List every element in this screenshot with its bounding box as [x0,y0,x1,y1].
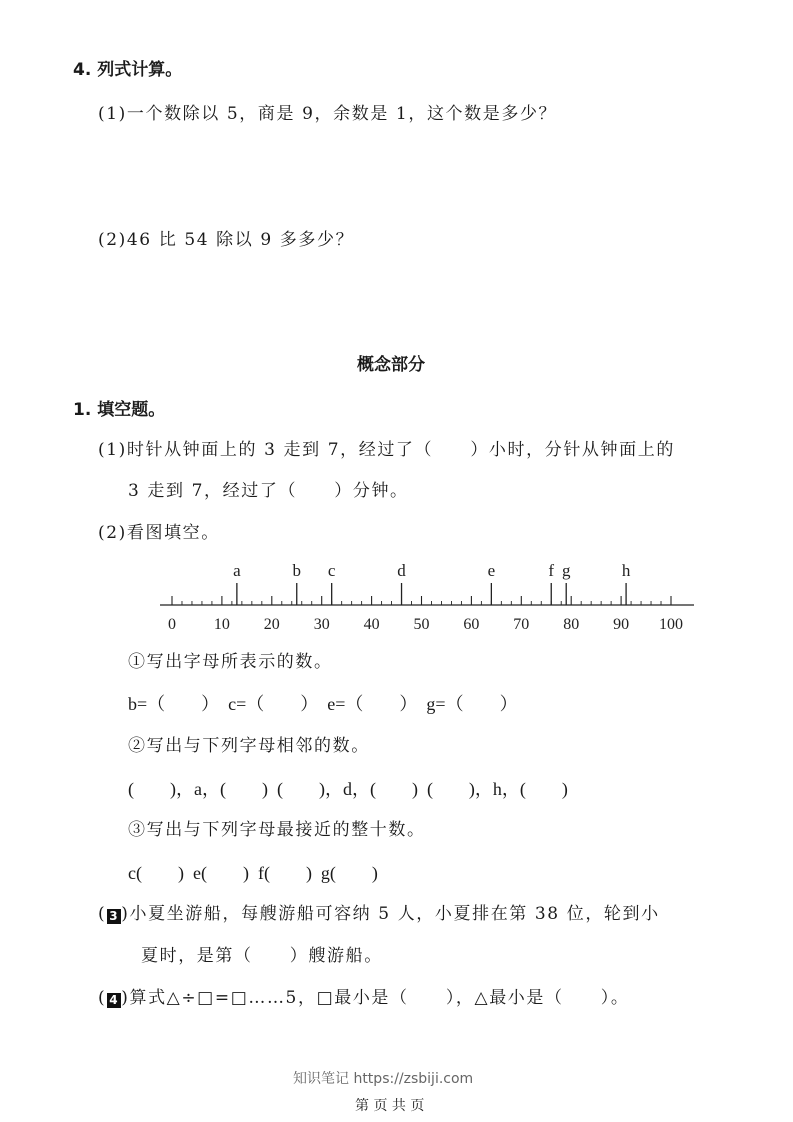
tick-label: 40 [363,616,380,633]
fill-blank-question-1-line-1: (1)时针从钟面上的 3 走到 7，经过了（ ）小时，分针从钟面上的 [98,440,675,460]
list-calc-heading: 4. 列式计算。 [73,60,183,80]
fill-blank-heading: 1. 填空题。 [73,400,166,420]
tick-label: 60 [463,616,480,633]
marker-label-a: a [233,561,241,580]
fill-blank-question-4-text: 算式△÷□=□……5，□最小是（ ），△最小是（ ）。 [129,988,630,1008]
tick-label: 90 [613,616,630,633]
marker-label-g: g [561,561,571,580]
tick-label: 50 [413,616,430,633]
tick-label: 100 [659,616,683,633]
fill-blank-question-2: (2)看图填空。 [98,523,220,543]
marker-label-d: d [397,561,406,580]
footer-page-number: 第 页 共 页 [355,1098,425,1114]
question-number-badge: 3 [107,909,121,924]
tick-label: 70 [513,616,530,633]
footer-watermark: 知识笔记 https://zsbiji.com [293,1071,474,1087]
marker-label-f: f [548,561,555,580]
list-calc-question-1: (1)一个数除以 5，商是 9，余数是 1，这个数是多少？ [98,104,558,124]
marker-label-e: e [487,561,496,580]
section-title: 概念部分 [357,355,425,375]
list-calc-question-2: (2)46 比 54 除以 9 多多少？ [98,230,355,250]
fill-blank-question-4: ( 4 )算式△÷□=□……5，□最小是（ ），△最小是（ ）。 [98,988,630,1008]
sub-question-1: ①写出字母所表示的数。 [128,652,333,672]
marker-label-c: c [327,561,336,580]
marker-label-b: b [292,561,301,580]
tick-label: 30 [313,616,330,633]
fill-blank-question-3-line-2: 夏时，是第（ ）艘游船。 [141,946,383,966]
sub-question-2-answers: ( )，a，( ) ( )，d，( ) ( )，h，( ) [128,779,568,799]
fill-blank-question-3-line-1: ( 3 )小夏坐游船，每艘游船可容纳 5 人，小夏排在第 38 位，轮到小 [98,904,660,924]
question-number-badge: 4 [107,993,121,1008]
sub-question-3-answers: c( ) e( ) f( ) g( ) [128,863,378,883]
sub-question-1-answers: b=（ ） c=（ ） e=（ ） g=（ ） [128,694,518,714]
number-line [150,555,710,639]
tick-label: 0 [168,616,176,633]
fill-blank-question-1-line-2: 3 走到 7，经过了（ ）分钟。 [128,481,409,501]
sub-question-2: ②写出与下列字母相邻的数。 [128,736,370,756]
marker-label-h: h [621,561,631,580]
tick-label: 20 [263,616,280,633]
tick-label: 10 [213,616,230,633]
fill-blank-question-3-text: 小夏坐游船，每艘游船可容纳 5 人，小夏排在第 38 位，轮到小 [129,904,660,924]
tick-label: 80 [563,616,580,633]
sub-question-3: ③写出与下列字母最接近的整十数。 [128,820,426,840]
